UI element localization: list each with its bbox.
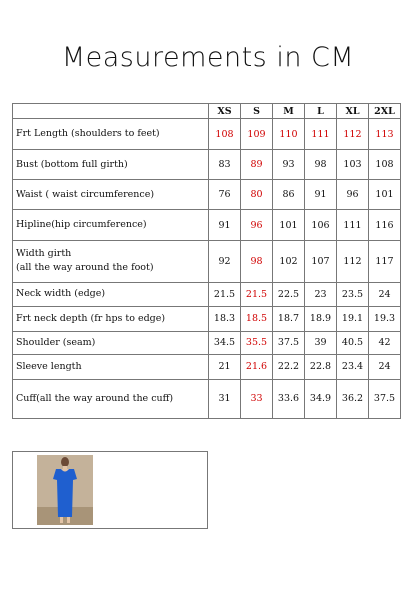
measurement-cell: 93 [273,150,305,180]
measurement-cell: 19.3 [369,306,401,331]
measurement-cell: 98 [241,241,273,282]
measurement-cell: 36.2 [337,379,369,418]
row-label: Neck width (edge) [13,282,209,306]
measurement-cell: 22.5 [273,282,305,306]
measurement-cell: 111 [337,210,369,241]
size-header-1: S [241,104,273,119]
measurement-cell: 21 [209,354,241,379]
table-body [13,119,401,419]
measurement-cell: 112 [337,241,369,282]
size-header-0: XS [209,104,241,119]
photo-background [37,455,93,525]
row-label: Sleeve length [13,354,209,379]
measurement-cell: 42 [369,331,401,354]
header-label-cell [13,104,209,119]
table-row [13,180,401,210]
measurement-cell: 21.6 [241,354,273,379]
measurement-cell: 31 [209,379,241,418]
table-row [13,241,401,282]
measurement-cell: 24 [369,282,401,306]
measurement-cell: 18.3 [209,306,241,331]
measurement-cell: 22.2 [273,354,305,379]
table-row [13,119,401,150]
row-label: Cuff(all the way around the cuff) [13,379,209,418]
measurement-cell: 112 [337,119,369,150]
measurement-cell: 101 [369,180,401,210]
measurement-cell: 113 [369,119,401,150]
measurement-cell: 101 [273,210,305,241]
measurement-cell: 108 [209,119,241,150]
measurement-cell: 80 [241,180,273,210]
measurement-cell: 40.5 [337,331,369,354]
blue-dress-photo-icon [37,455,93,525]
measurement-cell: 102 [273,241,305,282]
measurement-cell: 33 [241,379,273,418]
measurement-cell: 116 [369,210,401,241]
row-label: Frt neck depth (fr hps to edge) [13,306,209,331]
measurement-cell: 96 [241,210,273,241]
table-row [13,306,401,331]
size-header-2: M [273,104,305,119]
measurement-cell: 21.5 [209,282,241,306]
measurement-cell: 18.5 [241,306,273,331]
size-header-3: L [305,104,337,119]
measurement-cell: 98 [305,150,337,180]
row-label: Bust (bottom full girth) [13,150,209,180]
table-row [13,210,401,241]
measurement-cell: 35.5 [241,331,273,354]
measurement-cell: 39 [305,331,337,354]
row-label: Hipline(hip circumference) [13,210,209,241]
measurement-cell: 37.5 [273,331,305,354]
page-title: Measurements in CM [61,42,355,73]
row-label: Frt Length (shoulders to feet) [13,119,209,150]
measurement-cell: 23.4 [337,354,369,379]
measurement-cell: 33.6 [273,379,305,418]
measurement-cell: 92 [209,241,241,282]
measurement-cell: 86 [273,180,305,210]
measurement-cell: 19.1 [337,306,369,331]
row-label: Waist ( waist circumference) [13,180,209,210]
row-label: Width girth (all the way around the foot) [13,241,209,282]
measurement-cell: 111 [305,119,337,150]
measurement-cell: 83 [209,150,241,180]
measurement-cell: 108 [369,150,401,180]
measurement-cell: 91 [209,210,241,241]
size-chart-table [12,103,401,419]
row-label: Shoulder (seam) [13,331,209,354]
measurement-cell: 23 [305,282,337,306]
table-row [13,354,401,379]
measurement-cell: 117 [369,241,401,282]
measurement-cell: 18.9 [305,306,337,331]
product-photo-frame [12,451,208,529]
measurement-cell: 24 [369,354,401,379]
measurement-cell: 109 [241,119,273,150]
measurement-cell: 91 [305,180,337,210]
table-row [13,282,401,306]
measurement-cell: 106 [305,210,337,241]
measurement-cell: 18.7 [273,306,305,331]
measurement-cell: 22.8 [305,354,337,379]
measurement-cell: 96 [337,180,369,210]
measurement-cell: 34.5 [209,331,241,354]
measurement-cell: 37.5 [369,379,401,418]
table-row [13,379,401,418]
measurement-cell: 89 [241,150,273,180]
table-row [13,150,401,180]
table-row [13,331,401,354]
size-header-4: XL [337,104,369,119]
measurement-cell: 34.9 [305,379,337,418]
table-header-row [13,104,401,119]
measurement-cell: 103 [337,150,369,180]
size-header-5: 2XL [369,104,401,119]
measurement-cell: 23.5 [337,282,369,306]
measurement-cell: 21.5 [241,282,273,306]
measurement-cell: 110 [273,119,305,150]
measurement-cell: 107 [305,241,337,282]
measurement-cell: 76 [209,180,241,210]
